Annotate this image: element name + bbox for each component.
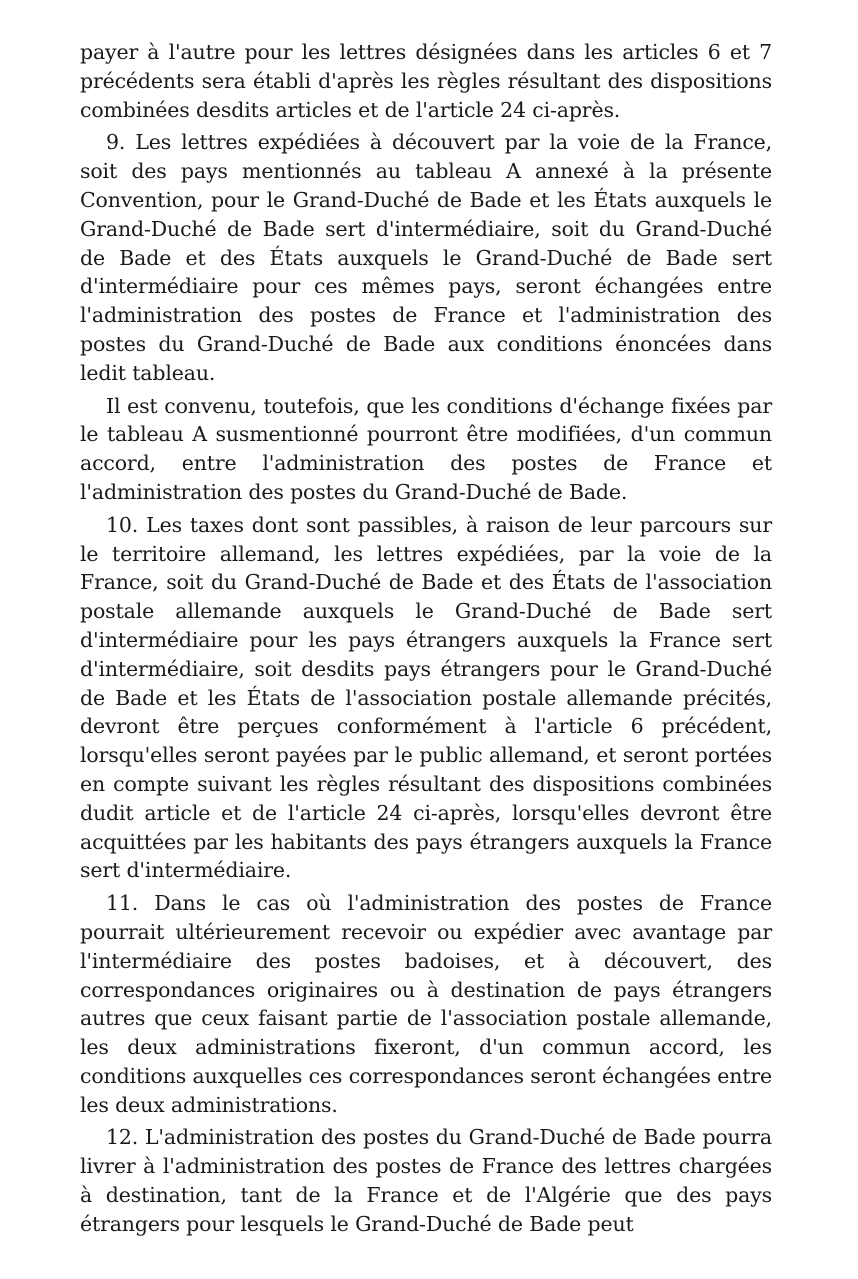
article-number: 9. [106, 130, 126, 155]
article-number: 10. [106, 512, 139, 537]
article-number: 11. [106, 891, 139, 916]
paragraph-article-10 [80, 511, 772, 885]
paragraph-article-12 [80, 1123, 772, 1238]
paragraph-text: Les taxes dont sont passibles, à raison de leur parcours sur le territoire allemand, les lettres expédiées, par la voie de la France, soit du Grand-Duché de Bade et des États de l'association postale allemande auxquels le Grand-Duché de Bade sert d'intermédiaire pour les pays étrangers auxquels la France sert d'intermédiaire, soit desdits pays étrangers pour le Grand-Duché de Bade et les États de l'association postale allemande précités, devront être perçues conformément à l'article 6 précédent, lorsqu'elles seront payées par le public allemand, et seront portées en compte suivant les règles résultant des dispositions combinées dudit article et de l'article 24 ci-après, lorsqu'elles devront être acquittées par les habitants des pays étrangers auxquels la France sert d'intermédiaire. [80, 512, 772, 883]
paragraph-text: payer à l'autre pour les lettres désignées dans les articles 6 et 7 précédents sera établi d'après les règles résultant des dispositions combinées desdits articles et de l'article 24 ci-après. [80, 40, 772, 122]
paragraph-text: Dans le cas où l'administration des postes de France pourrait ultérieurement recevoir ou expédier avec avantage par l'intermédiaire des postes badoises, et à découvert, des correspondances originaires ou à destination de pays étrangers autres que ceux faisant partie de l'association postale allemande, les deux administrations fixeront, d'un commun accord, les conditions auxquelles ces correspondances seront échangées entre les deux administrations. [80, 891, 772, 1117]
paragraph-text: L'administration des postes du Grand-Duché de Bade pourra livrer à l'administration des postes de France des lettres chargées à destination, tant de la France et de l'Algérie que des pays étrangers pour lesquels le Grand-Duché de Bade peut [80, 1125, 772, 1236]
article-number: 12. [106, 1125, 139, 1150]
document-page [80, 38, 772, 1243]
paragraph-text: Il est convenu, toutefois, que les conditions d'échange fixées par le tableau A susmentionné pourront être modifiées, d'un commun accord, entre l'administration des postes de France et l'administration des postes du Grand-Duché de Bade. [80, 393, 772, 504]
paragraph-article-9-addendum [80, 392, 772, 507]
paragraph-article-11 [80, 889, 772, 1119]
paragraph-continuation [80, 38, 772, 124]
paragraph-article-9 [80, 128, 772, 387]
paragraph-text: Les lettres expédiées à découvert par la voie de la France, soit des pays mentionnés au tableau A annexé à la présente Convention, pour le Grand-Duché de Bade et les États auxquels le Grand-Duché de Bade sert d'intermédiaire, soit du Grand-Duché de Bade et des États auxquels le Grand-Duché de Bade sert d'intermédiaire pour ces mêmes pays, seront échangées entre l'administration des postes de France et l'administration des postes du Grand-Duché de Bade aux conditions énoncées dans ledit tableau. [80, 130, 772, 385]
